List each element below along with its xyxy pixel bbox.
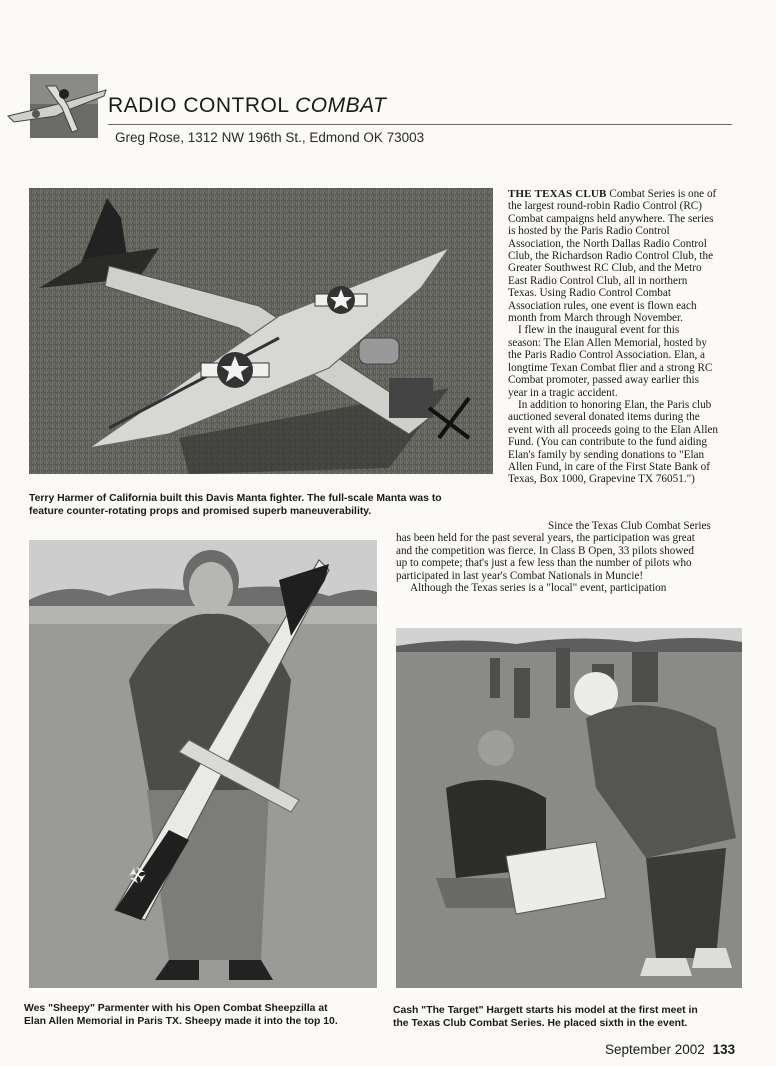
header-rule [108, 124, 732, 125]
article-line: Association, the North Dallas Radio Control [508, 237, 707, 250]
svg-text:✠: ✠ [125, 863, 151, 888]
caption-line: Terry Harmer of California built this Davis Manta fighter. The full-scale Manta was to [29, 493, 442, 504]
section-title [108, 94, 386, 118]
article-line: Association rules, one event is flown each [508, 299, 697, 312]
article-line: year in a tragic accident. [508, 386, 618, 399]
article-line: auctioned several donated items during the [508, 411, 700, 424]
caption-line: Wes "Sheepy" Parmenter with his Open Combat Sheepzilla at [24, 1003, 328, 1014]
page-number: 133 [712, 1042, 736, 1057]
article-line: season: The Elan Allen Memorial, hosted by [508, 336, 707, 349]
byline: Greg Rose, 1312 NW 196th St., Edmond OK 73003 [115, 130, 425, 145]
section-title-main: RADIO CONTROL [108, 94, 289, 117]
article-line: In addition to honoring Elan, the Paris club [518, 398, 712, 411]
caption-line: Elan Allen Memorial in Paris TX. Sheepy made it into the top 10. [24, 1016, 338, 1027]
article-line: and the competition was fierce. In Class B Open, 33 pilots showed [396, 544, 694, 557]
article-line: is hosted by the Paris Radio Control [508, 225, 670, 238]
section-title-em: COMBAT [295, 94, 387, 117]
article-line: Combat promoter, passed away earlier this [508, 374, 699, 387]
issue-date: September 2002 [605, 1042, 705, 1057]
article-line: Although the Texas series is a "local" event, participation [410, 582, 667, 595]
caption-photo3 [393, 1004, 698, 1030]
article-line: up to compete; that's just a few less than the number of pilots who [396, 557, 692, 570]
article-line [508, 188, 743, 200]
article-lead-in: THE TEXAS CLUB [508, 188, 607, 200]
article-line: Combat campaigns held anywhere. The series [508, 212, 714, 225]
column-logo-airplane-icon [6, 72, 110, 142]
article-line: Greater Southwest RC Club, and the Metro [508, 262, 702, 275]
article-line: event with all proceeds going to the Elan Allen [508, 423, 719, 436]
article-line: Texas. Using Radio Control Combat [508, 287, 671, 300]
caption-line: the Texas Club Combat Series. He placed sixth in the event. [393, 1018, 688, 1029]
article-line: has been held for the past several years, the participation was great [396, 532, 695, 545]
article-line: participated in last year's Combat Nationals in Muncie! [396, 569, 644, 582]
article-line: the largest round-robin Radio Control (RC) [508, 200, 702, 213]
article-line: the Paris Radio Control Association. Elan, a [508, 349, 705, 362]
article-line: Club, the Richardson Radio Control Club, the [508, 250, 714, 263]
article-line: Since the Texas Club Combat Series [548, 520, 711, 532]
caption-photo1 [29, 492, 442, 518]
article-line: Fund. (You can contribute to the fund aiding [508, 436, 707, 449]
page-footer [605, 1042, 735, 1057]
article-line: month from March through November. [508, 312, 683, 325]
article-right-column [508, 188, 743, 486]
caption-line: Cash "The Target" Hargett starts his model at the first meet in [393, 1005, 698, 1016]
photo-cash-hargett [396, 628, 742, 988]
article-line: Allen Fund, in care of the First State Bank of [508, 460, 710, 473]
article-line-text: Combat Series is one of [606, 188, 717, 200]
article-line: East Radio Control Club, all in northern [508, 274, 688, 287]
article-bottom-text [396, 520, 746, 594]
photo-manta-fighter [29, 188, 493, 474]
article-line: I flew in the inaugural event for this [518, 324, 680, 337]
article-line: Elan's family by sending donations to "Elan [508, 448, 705, 461]
article-line: longtime Texan Combat flier and a strong RC [508, 361, 713, 374]
caption-photo2 [24, 1002, 338, 1028]
article-line: Texas, Box 1000, Grapevine TX 76051.") [508, 473, 695, 486]
photo-wes-parmenter [29, 540, 377, 988]
caption-line: feature counter-rotating props and promised superb maneuverability. [29, 506, 372, 517]
